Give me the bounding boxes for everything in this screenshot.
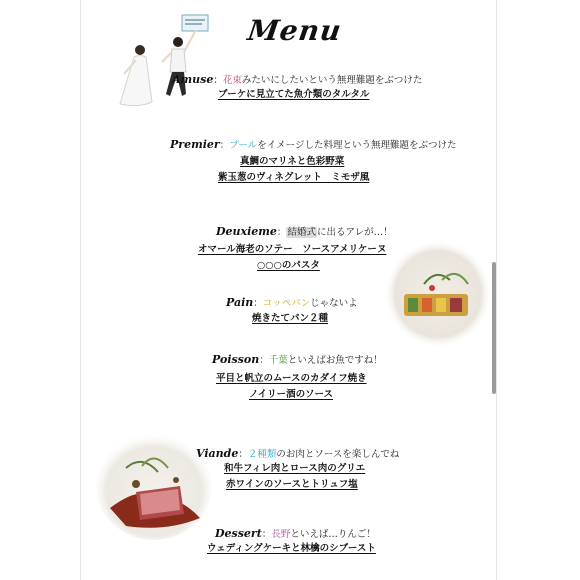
dish-item: オマール海老のソテー ソースアメリケーヌ: [198, 244, 387, 255]
dish-item: 紫玉葱のヴィネグレット ミモザ風: [218, 172, 370, 183]
course-viande-intro: Viande：２種類のお肉とソースを楽しんでね: [196, 447, 400, 460]
dish-item: ブーケに見立てた魚介類のタルタル: [218, 89, 370, 100]
dish-item: 和牛フィレ肉とロース肉のグリエ: [224, 463, 366, 474]
course-comment: のお肉とソースを楽しんでね: [276, 449, 400, 460]
course-comment: をイメージした料理という無理難題をぶつけた: [257, 140, 457, 151]
course-comment: みたいにしたいという無理難題をぶつけた: [241, 75, 423, 86]
dish-item: 平目と帆立のムースのカダイフ焼き: [216, 373, 367, 384]
dish-item: 真鯛のマリネと色彩野菜: [240, 156, 345, 167]
dish-item: 赤ワインのソースとトリュフ塩: [226, 479, 358, 490]
course-dessert-intro: Dessert：長野といえば…りんご！: [215, 527, 376, 540]
course-highlight: ２種類: [247, 449, 277, 460]
course-highlight: コッペパン: [262, 298, 311, 309]
course-name: Premier: [170, 138, 220, 151]
course-amuse-intro: Amuse：花束みたいにしたいという無理難題をぶつけた: [172, 73, 423, 86]
course-poisson-intro: Poisson：千葉といえばお魚ですね！: [212, 353, 383, 366]
dish-item: ○○○のパスタ: [257, 260, 320, 271]
course-highlight: 千葉: [268, 355, 288, 366]
course-name: Pain: [226, 296, 254, 309]
page-left-edge: [80, 0, 81, 580]
course-name: Amuse: [172, 73, 214, 86]
course-name: Poisson: [212, 353, 260, 366]
scrollbar-thumb[interactable]: [492, 262, 496, 394]
course-highlight: 花束: [222, 75, 242, 86]
course-pain-intro: Pain：コッペパンじゃないよ: [226, 296, 358, 309]
dish-item: ノイリー酒のソース: [249, 389, 333, 400]
course-comment: といえばお魚ですね！: [287, 355, 383, 366]
dish-item: ウェディングケーキと林檎のシブースト: [207, 543, 376, 554]
course-highlight: 長野: [271, 529, 291, 540]
menu-title: Menu: [245, 14, 344, 47]
course-premier-intro: Premier：プールをイメージした料理という無理難題をぶつけた: [170, 138, 457, 151]
food-photo-beef: [96, 428, 212, 540]
course-name: Dessert: [215, 527, 262, 540]
food-photo-terrine: [384, 240, 492, 348]
dish-item: 焼きたてパン２種: [252, 313, 329, 324]
course-name: Deuxieme: [216, 225, 277, 238]
page-right-edge: [496, 0, 497, 580]
course-name: Viande: [196, 447, 239, 460]
course-highlight: 結婚式: [287, 227, 316, 238]
course-comment: じゃないよ: [310, 298, 358, 309]
course-highlight: プール: [229, 140, 258, 151]
couple-illustration: [112, 12, 212, 117]
course-comment: に出るアレが…！: [316, 227, 393, 238]
course-deuxieme-intro: Deuxieme：結婚式に出るアレが…！: [216, 225, 393, 238]
course-comment: といえば…りんご！: [290, 529, 376, 540]
